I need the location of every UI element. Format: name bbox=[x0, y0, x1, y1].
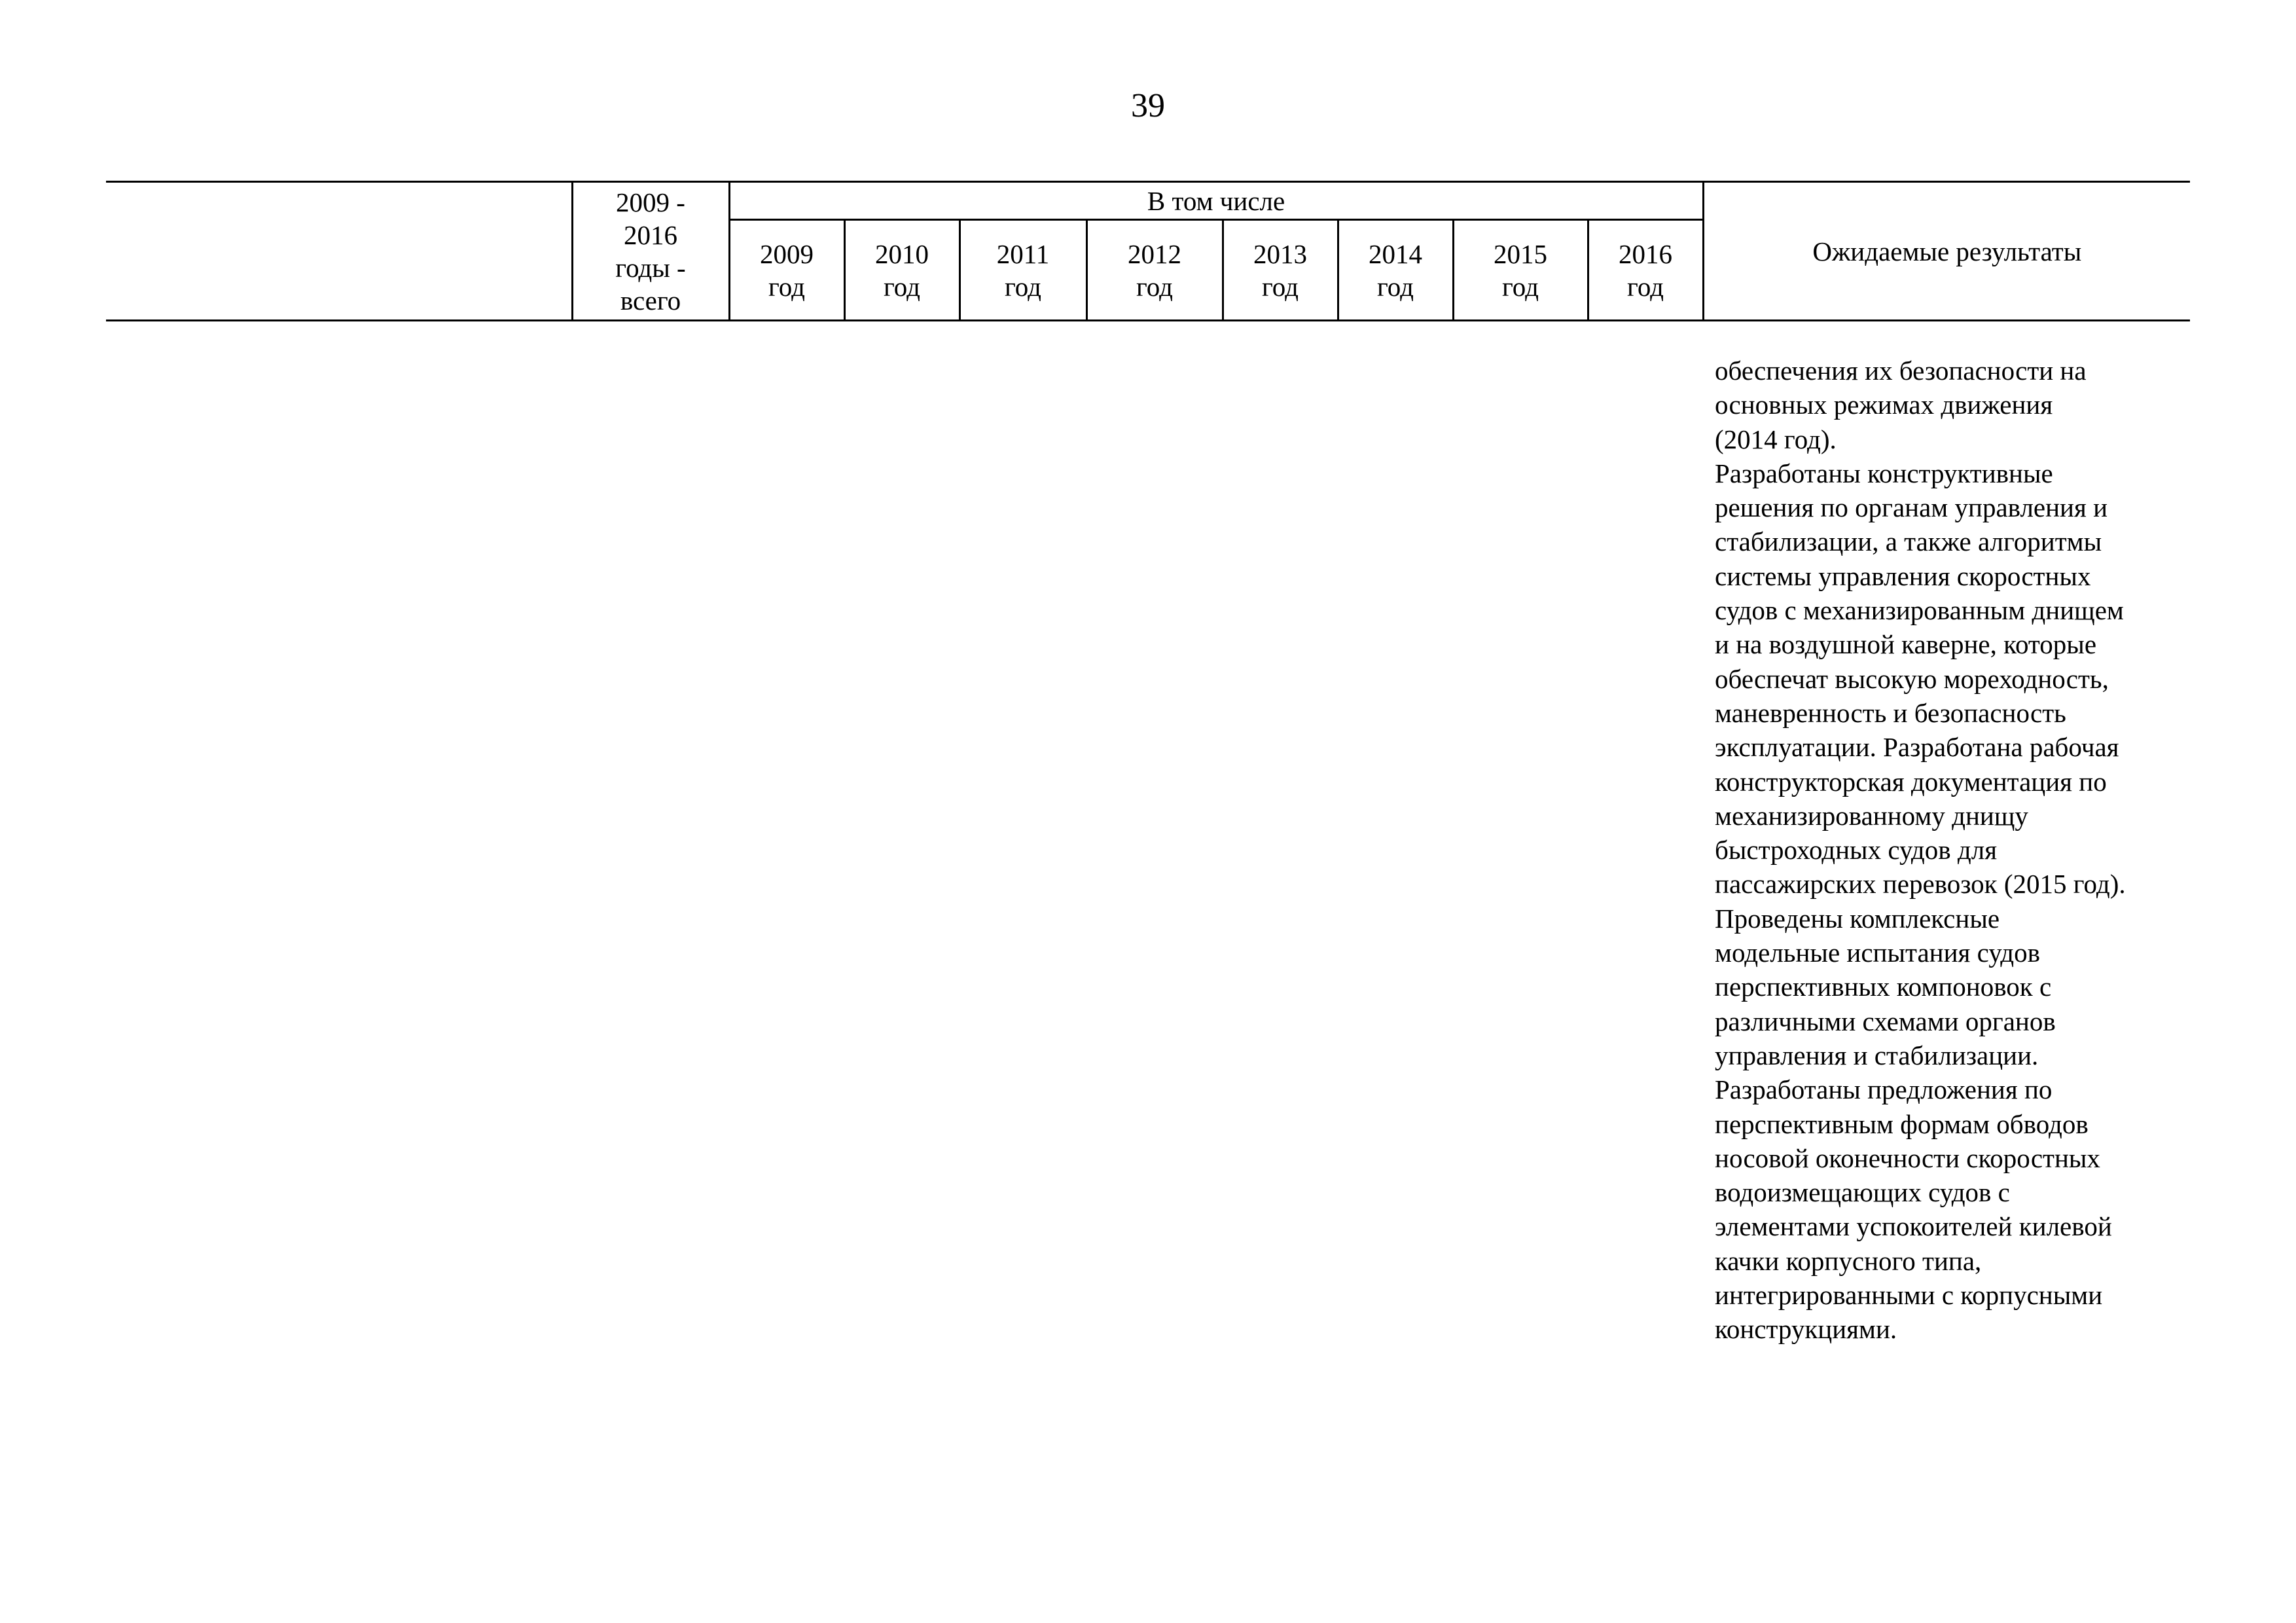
expected-results-text: обеспечения их безопасности на основных режимах движения (2014 год). Разработаны конструктивные решения по органам управления и стабилизации, а также алгоритмы системы управления скоростных судов с механизированным днищем и на воздушной каверне, которые обеспечат высокую мореходность, маневренность и безопасность эксплуатации. Разработана рабочая конструкторская документация по механизированному днищу быстроходных судов для пассажирских перевозок (2015 год). Проведены комплексные модельные испытания судов перспективных компоновок с различными схемами органов управления и стабилизации. Разработаны предложения по перспективным формам обводов носовой оконечности скоростных водоизмещающих судов с элементами успокоителей килевой качки корпусного типа, интегрированными с корпусными конструкциями. bbox=[1715, 356, 2126, 1345]
year-header-cell: 2014 год bbox=[1338, 220, 1453, 321]
blank-header-cell bbox=[106, 182, 572, 321]
year-header-cell: 2009 год bbox=[729, 220, 844, 321]
year-header-cell: 2010 год bbox=[844, 220, 960, 321]
group-header-cell: В том числе bbox=[729, 182, 1703, 220]
year-header-cell: 2011 год bbox=[960, 220, 1086, 321]
total-header-cell: 2009 - 2016 годы - всего bbox=[572, 182, 729, 321]
year-header-cell: 2016 год bbox=[1588, 220, 1703, 321]
year-header-cell: 2012 год bbox=[1086, 220, 1223, 321]
year-header-cell: 2013 год bbox=[1223, 220, 1338, 321]
page-number: 39 bbox=[1131, 87, 1165, 124]
year-header-cell: 2015 год bbox=[1453, 220, 1588, 321]
table-header bbox=[106, 181, 2190, 321]
results-header-cell: Ожидаемые результаты bbox=[1703, 182, 2190, 321]
